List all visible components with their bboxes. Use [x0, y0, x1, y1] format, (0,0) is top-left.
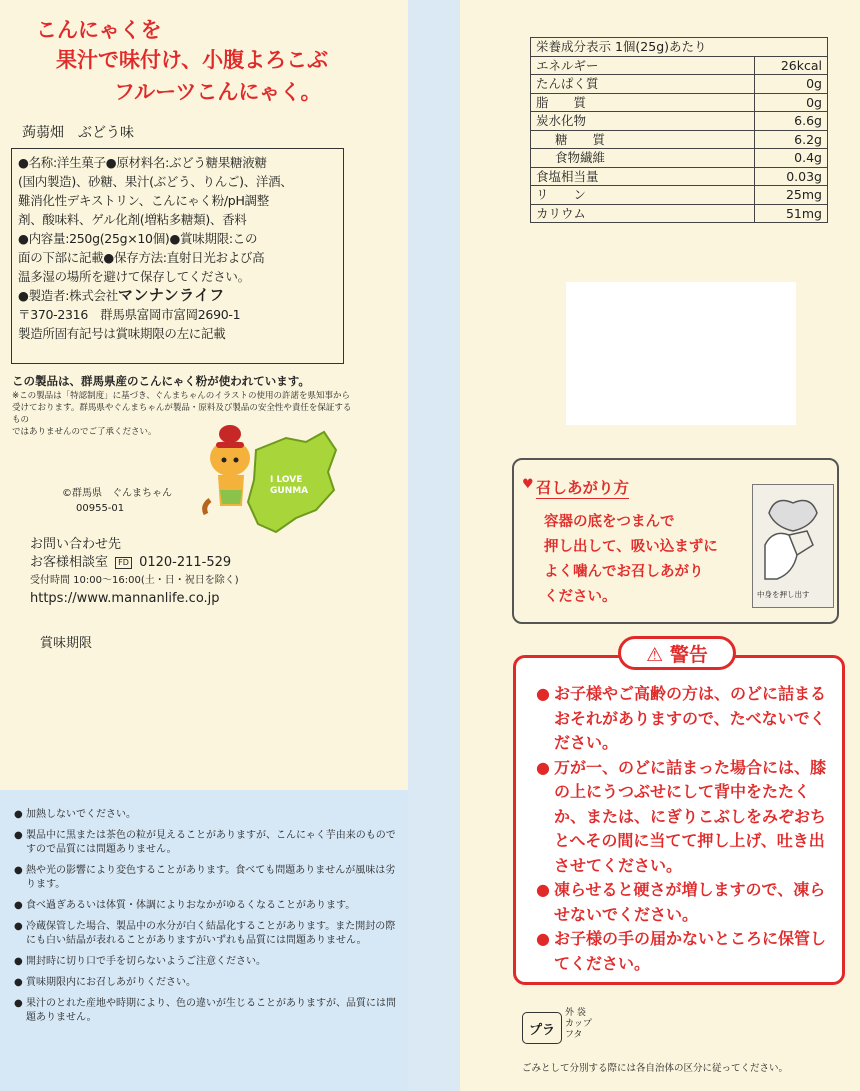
tagline-line-3: フルーツこんにゃく。 [114, 79, 322, 104]
note-item: ● 食べ過ぎあるいは体質・体調によりおなかがゆるくなることがあります。 [14, 900, 356, 911]
warning-item: ● 万が一、のどに詰まった場合には、膝の上にうつぶせにして背中をたたくか、または、にぎりこぶしをみぞおちとへその間に当てて押し上げ、吐き出させてください。 [536, 757, 827, 875]
ingredients-line: (国内製造)、砂糖、果汁(ぶどう、りんご)、洋酒、 [18, 174, 293, 189]
fine-line: ではありませんのでご了承ください。 [12, 427, 157, 437]
contact-block [30, 536, 239, 608]
how-to-eat-line: 容器の底をつまんで [544, 514, 675, 530]
credit-code: 00955-01 [76, 503, 125, 514]
ingredients-line: 剤、酸味料、ゲル化剤(増粘多糖類)、香料 [18, 212, 247, 227]
nutrition-row [531, 112, 828, 131]
nutrient-value: 51mg [755, 204, 828, 223]
note-item: ● 開封時に切り口で手を切らないようご注意ください。 [14, 956, 266, 967]
warning-list [536, 682, 838, 976]
warning-title: ⚠ 警告 [618, 636, 736, 670]
nutrient-value: 25mg [755, 186, 828, 205]
contact-url[interactable]: https://www.mannanlife.co.jp [30, 591, 220, 606]
ingredients-line: ●内容量:250g(25g×10個)●賞味期限:この [18, 231, 258, 246]
tagline-line-1: こんにゃくを [36, 17, 162, 42]
nutrient-name: リ ン [531, 186, 755, 205]
recycle-note: ごみとして分別する際には各自治体の区分に従ってください。 [522, 1063, 789, 1074]
nutrient-value: 0g [755, 75, 828, 94]
heart-icon: ♥ [522, 477, 534, 492]
note-item: ● 熱や光の影響により変色することがあります。食べても問題ありませんが風味は劣ります。 [14, 865, 396, 890]
maker-line [18, 286, 337, 305]
ingredients-box [11, 148, 344, 364]
note-item: ● 賞味期限内にお召しあがりください。 [14, 977, 196, 988]
contact-phone-row [30, 554, 239, 572]
warning-box [513, 655, 845, 985]
nutrient-value: 6.6g [755, 112, 828, 131]
best-before-label: 賞味期限 [40, 636, 93, 651]
nutrient-value: 0g [755, 93, 828, 112]
nutrition-row [531, 75, 828, 94]
nutrient-value: 0.4g [755, 149, 828, 168]
note-item: ● 製品中に黒または茶色の粒が見えることがありますが、こんにゃく芋由来のものですので品質には問題ありません。 [14, 830, 396, 855]
how-to-eat-line: ください。 [544, 589, 617, 605]
nutrition-title: 栄養成分表示 1個(25g)あたり [531, 38, 828, 57]
warning-item: ● お子様やご高齢の方は、のどに詰まるおそれがありますので、たべないでください。 [536, 684, 827, 752]
nutrition-row [531, 149, 828, 168]
warning-item: ● お子様の手の届かないところに保管してください。 [536, 929, 827, 973]
recycle-labels [565, 1008, 592, 1041]
maker-brand: マンナンライフ [117, 286, 225, 304]
fine-line: ※この製品は「特認制度」に基づき、ぐんまちゃんのイラストの使用の許諾を県知事から [12, 391, 351, 401]
nutrient-name: カリウム [531, 204, 755, 223]
tagline-line-2: 果汁で味付け、小腹よろこぶ [56, 47, 329, 72]
product-name: 蒟蒻畑 ぶどう味 [22, 125, 134, 141]
recycle-label: カップ [565, 1019, 592, 1029]
gunma-note: この製品は、群馬県産のこんにゃく粉が使われています。 [12, 374, 310, 388]
note-item: ● 果汁のとれた産地や時期により、色の違いが生じることがありますが、品質には問題ありません。 [14, 998, 396, 1023]
nutrition-table [530, 37, 828, 223]
nutrient-name: 糖 質 [531, 130, 755, 149]
contact-hours: 受付時間 10:00〜16:00(土・日・祝日を除く) [30, 575, 239, 586]
nutrition-row [531, 93, 828, 112]
how-to-eat-line: 押し出して、吸い込まずに [544, 539, 718, 555]
hand-cup-icon [753, 485, 833, 585]
notes-list [14, 808, 399, 1032]
note-item: ● 冷蔵保管した場合、製品中の水分が白く結晶化することがあります。また開封の際にも白い結晶が表れることがありますがいずれも品質には問題ありません。 [14, 921, 396, 946]
credit-line: ©群馬県 ぐんまちゃん [62, 488, 172, 499]
nutrient-value: 26kcal [755, 56, 828, 75]
nutrition-row [531, 130, 828, 149]
nutrition-row [531, 186, 828, 205]
panel-gap [408, 0, 460, 1091]
plastic-recycle-icon: プラ [522, 1012, 562, 1044]
ingredients-line: ●名称:洋生菓子●原材料名:ぶどう糖果糖液糖 [18, 155, 267, 170]
mascot-credit [62, 486, 172, 516]
nutrient-name: 食塩相当量 [531, 167, 755, 186]
nutrient-name: たんぱく質 [531, 75, 755, 94]
push-out-illustration [752, 484, 834, 608]
nutrition-row [531, 204, 828, 223]
recycle-label: 外 袋 [565, 1008, 586, 1018]
gunma-mascot-illustration [196, 420, 346, 540]
how-to-eat-title: 召しあがり方 [536, 476, 629, 499]
nutrient-name: 脂 質 [531, 93, 755, 112]
contact-phone[interactable]: 0120-211-529 [139, 555, 232, 570]
fine-line: 受けております。群馬県やぐんまちゃんが製品・原料及び製品の安全性や責任を保証するもの [12, 403, 352, 425]
nutrition-row [531, 56, 828, 75]
free-dial-icon: FD [115, 557, 132, 569]
how-to-eat-line: よく噛んでお召しあがり [544, 564, 704, 580]
nutrition-row [531, 167, 828, 186]
recycle-label: フタ [565, 1030, 583, 1040]
how-to-eat-text [544, 510, 764, 610]
illustration-caption: 中身を押し出す [757, 590, 810, 599]
warning-item: ● 凍らせると硬さが増しますので、凍らせないでください。 [536, 880, 826, 924]
ingredients-line: 温多湿の場所を避けて保存してください。 [18, 269, 250, 284]
mascot-map-icon [196, 420, 346, 540]
nutrient-value: 0.03g [755, 167, 828, 186]
blank-print-area [566, 282, 796, 425]
nutrient-name: 炭水化物 [531, 112, 755, 131]
note-item: ● 加熱しないでください。 [14, 809, 136, 820]
nutrient-value: 6.2g [755, 130, 828, 149]
ingredients-line: 難消化性デキストリン、こんにゃく粉/pH調整 [18, 193, 269, 208]
contact-title: お問い合わせ先 [30, 537, 122, 552]
map-text-1: I LOVE [270, 475, 303, 485]
maker-prefix: ●製造者:株式会社 [18, 288, 118, 303]
contact-desk: お客様相談室 [30, 555, 109, 570]
ingredients-line: 面の下部に記載●保存方法:直射日光および高 [18, 250, 265, 265]
nutrient-name: エネルギー [531, 56, 755, 75]
nutrient-name: 食物繊維 [531, 149, 755, 168]
factory-note: 製造所固有記号は賞味期限の左に記載 [18, 326, 226, 341]
map-text-2: GUNMA [270, 486, 309, 496]
how-to-eat-box [512, 458, 839, 624]
maker-address: 〒370-2316 群馬県富岡市富岡2690-1 [18, 307, 241, 322]
